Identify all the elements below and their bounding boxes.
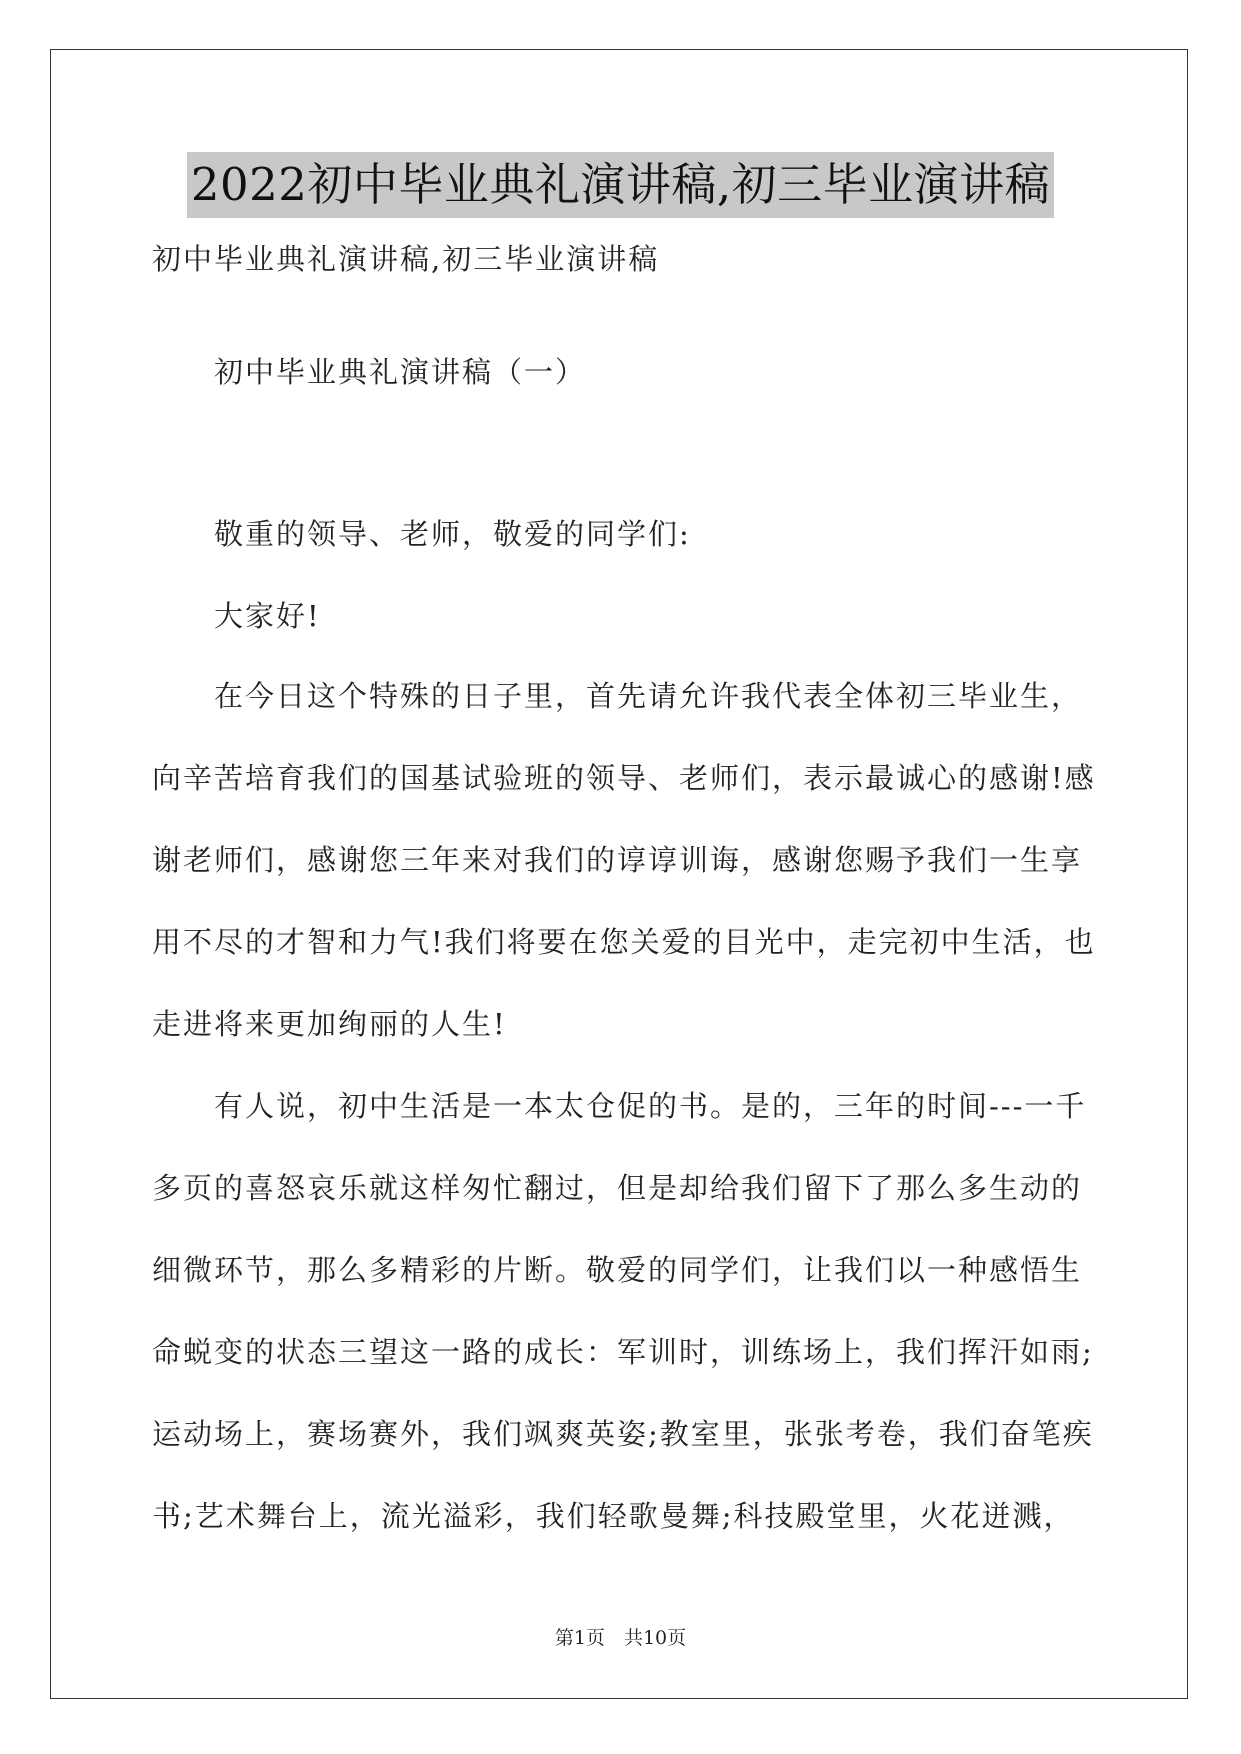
- greeting: 大家好!: [214, 599, 321, 633]
- paragraph-line: 走进将来更加绚丽的人生!: [152, 1007, 507, 1041]
- document-title: 2022初中毕业典礼演讲稿,初三毕业演讲稿: [187, 152, 1054, 218]
- paragraph-line: 有人说，初中生活是一本太仓促的书。是的，三年的时间---一千: [214, 1089, 1087, 1123]
- title-container: [0, 152, 1241, 218]
- document-subtitle: 初中毕业典礼演讲稿,初三毕业演讲稿: [152, 242, 660, 276]
- paragraph-line: 谢老师们，感谢您三年来对我们的谆谆训诲，感谢您赐予我们一生享: [152, 843, 1083, 877]
- paragraph-line: 用不尽的才智和力气!我们将要在您关爱的目光中，走完初中生活，也: [152, 925, 1096, 959]
- paragraph: [152, 1086, 1097, 1578]
- paragraph-line: 命蜕变的状态三望这一路的成长：军训时，训练场上，我们挥汗如雨;: [152, 1335, 1094, 1369]
- section-heading: 初中毕业典礼演讲稿（一）: [214, 355, 587, 389]
- paragraph: [152, 676, 1097, 1086]
- salutation: 敬重的领导、老师，敬爱的同学们:: [214, 517, 691, 551]
- paragraph-line: 细微环节，那么多精彩的片断。敬爱的同学们，让我们以一种感悟生: [152, 1253, 1083, 1287]
- paragraph-line: 向辛苦培育我们的国基试验班的领导、老师们，表示最诚心的感谢!感: [152, 761, 1096, 795]
- page-number-label: 第1页 共10页: [554, 1627, 687, 1649]
- paragraph-line: 在今日这个特殊的日子里，首先请允许我代表全体初三毕业生，: [214, 679, 1083, 713]
- paragraph-line: 书;艺术舞台上，流光溢彩，我们轻歌曼舞;科技殿堂里，火花迸溅，: [152, 1499, 1075, 1533]
- page-footer: [0, 1623, 1241, 1650]
- paragraph-line: 多页的喜怒哀乐就这样匆忙翻过，但是却给我们留下了那么多生动的: [152, 1171, 1083, 1205]
- paragraph-line: 运动场上，赛场赛外，我们飒爽英姿;教室里，张张考卷，我们奋笔疾: [152, 1417, 1094, 1451]
